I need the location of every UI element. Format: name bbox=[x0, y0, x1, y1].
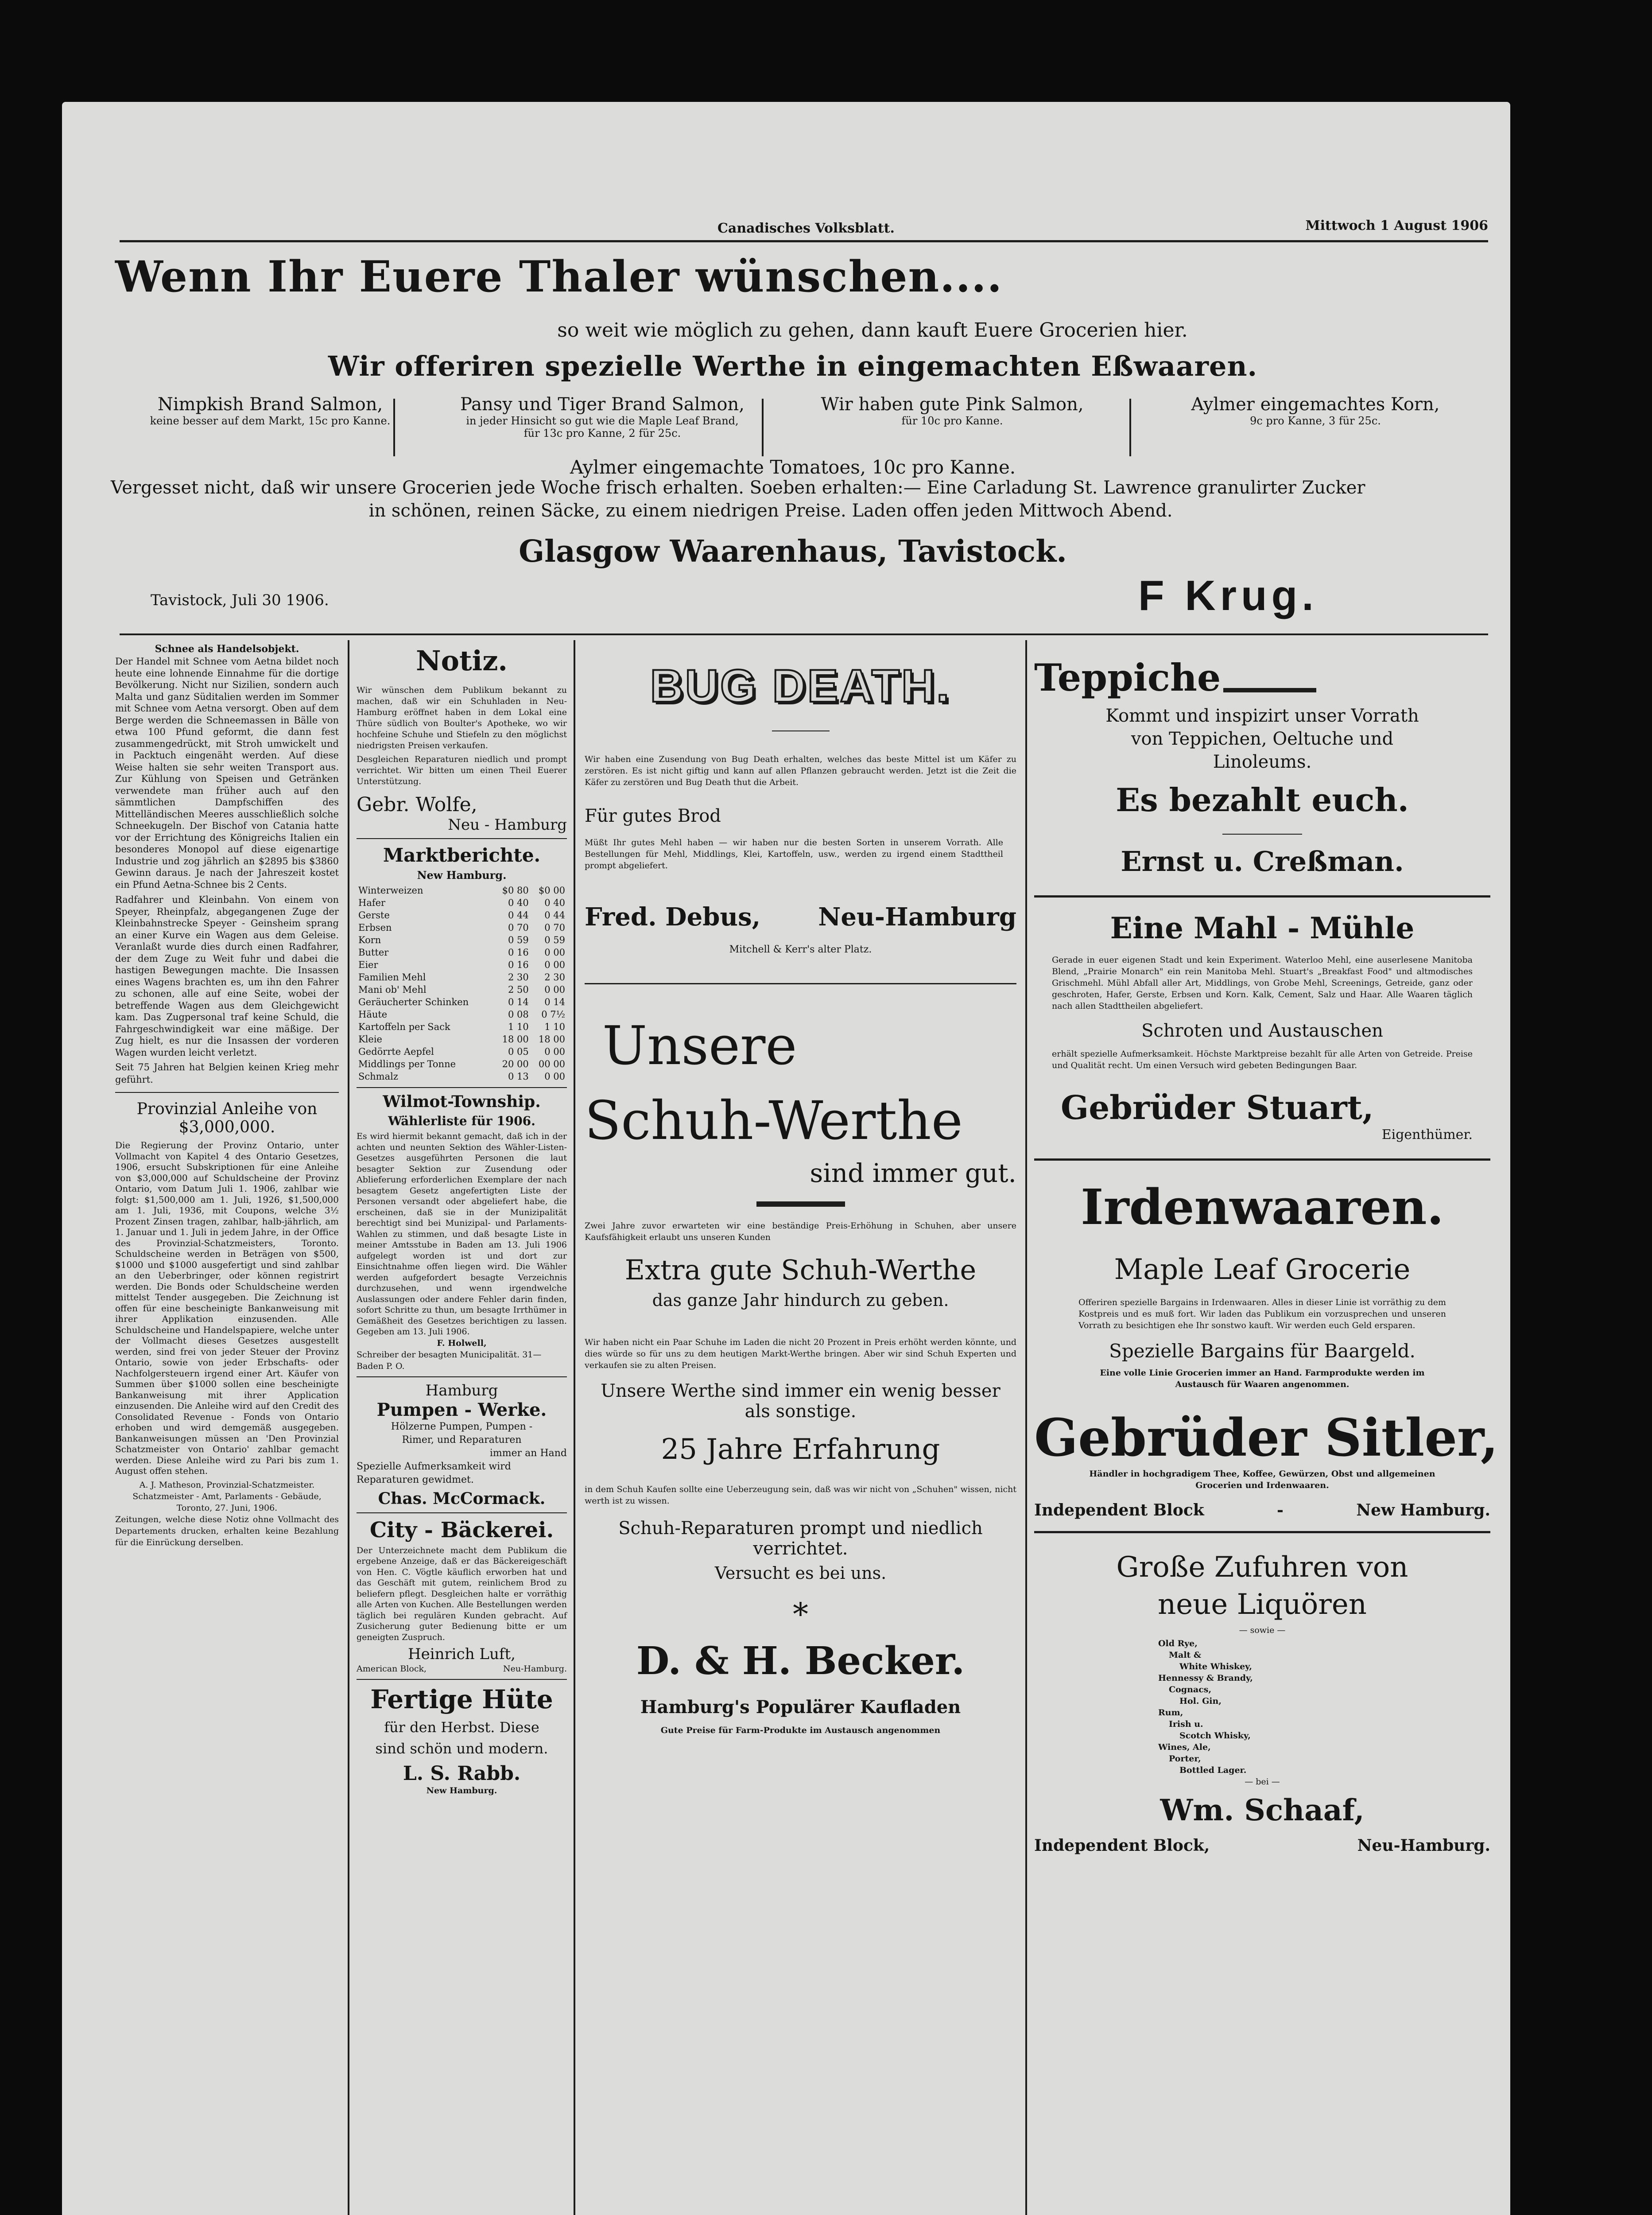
market-price-to: 0 00 bbox=[544, 1046, 565, 1057]
stuart-owner: Eigenthümer. bbox=[1381, 1127, 1473, 1142]
liquor-bei: — bei — bbox=[1245, 1777, 1280, 1787]
liquor-list bbox=[1158, 1638, 1490, 1776]
corn-item-detail: 9c pro Kanne, 3 für 25c. bbox=[1250, 415, 1381, 427]
item-divider bbox=[762, 399, 764, 456]
star-ornament: * bbox=[793, 1596, 808, 1632]
market-item: Schmalz bbox=[358, 1071, 398, 1082]
top-ad-subline: so weit wie möglich zu gehen, dann kauft Euere Grocerien hier. bbox=[557, 319, 1188, 342]
market-price-to: 1 10 bbox=[544, 1022, 565, 1032]
pump-title: Hamburg bbox=[425, 1381, 498, 1399]
salmon-item-detail: in jeder Hinsicht so gut wie die Maple Leaf Brand, für 13c pro Kanne, 2 für 25c. bbox=[466, 415, 739, 439]
liquor-item: Porter, bbox=[1169, 1754, 1201, 1764]
stuart-name: Gebrüder Stuart, bbox=[1061, 1089, 1374, 1127]
top-ad-line2: in schönen, reinen Säcke, zu einem niedrigen Preise. Laden offen jeden Mittwoch Abend. bbox=[368, 501, 1173, 521]
loan-note: Zeitungen, welche diese Notiz ohne Vollmacht des Departements drucken, erhalten keine Bezahlung für die Einrückung derselben. bbox=[115, 1514, 339, 1547]
earthenware-text: Offeriren spezielle Bargains in Irdenwaaren. Alles in dieser Linie ist vorräthig zu dem Kostpreis und es muß fort. Wir laden das Publikum ein vorzusprechen und unseren Vorrath zu besichtigen ehe Ihr sonstwo kauft. Wir werden euch Geld ersparen. bbox=[1078, 1298, 1446, 1330]
sitler-block: Independent Block bbox=[1034, 1501, 1204, 1519]
pump-list: Hölzerne Pumpen, Pumpen - Rimer, und Reparaturen bbox=[391, 1421, 533, 1446]
carpet-title: Teppiche bbox=[1034, 656, 1221, 699]
column-divider bbox=[574, 640, 575, 2215]
market-price-to: 0 14 bbox=[544, 997, 565, 1007]
market-price-to: 0 40 bbox=[544, 898, 565, 908]
city-location bbox=[357, 1663, 567, 1675]
city-title: City - Bäckerei. bbox=[369, 1517, 554, 1543]
bug-death-text: Wir haben eine Zusendung von Bug Death erhalten, welches das beste Mittel ist um Käfer zu zerstören. Es ist nicht giftig und kann auf allen Pflanzen gebraucht werden. Jetzt ist die Zeit die Käfer zu zerstören und Bug Death thut die Arbeit. bbox=[585, 754, 1016, 787]
newspaper-page bbox=[62, 102, 1510, 2215]
debus-location: Mitchell & Kerr's alter Platz. bbox=[729, 944, 872, 955]
bug-death-title: BUG DEATH. bbox=[650, 661, 951, 712]
liquor-item: Hol. Gin, bbox=[1179, 1696, 1222, 1706]
market-item: Häute bbox=[358, 1009, 388, 1020]
market-item: Mani ob' Mehl bbox=[358, 984, 427, 995]
liquor-sowie: — sowie — bbox=[1239, 1625, 1286, 1635]
loan-signature: A. J. Matheson, Provinzial-Schatzmeister. bbox=[139, 1480, 315, 1490]
market-item: Kleie bbox=[358, 1034, 382, 1045]
market-row bbox=[357, 1021, 567, 1033]
carpet-header bbox=[1034, 656, 1490, 699]
liquor-place: Neu-Hamburg. bbox=[1357, 1836, 1490, 1855]
hats-line: für den Herbst. Diese bbox=[384, 1719, 539, 1736]
market-item: Geräucherter Schinken bbox=[358, 997, 469, 1007]
market-row bbox=[357, 1033, 567, 1045]
market-row bbox=[357, 934, 567, 946]
market-price-from: 20 00 bbox=[502, 1059, 529, 1069]
pump-text: Spezielle Aufmerksamkeit wird Reparaturen gewidmet. bbox=[357, 1461, 511, 1485]
market-item: Middlings per Tonne bbox=[358, 1059, 456, 1069]
liquor-block: Independent Block, bbox=[1034, 1836, 1210, 1855]
wilmot-text: Es wird hiermit bekannt gemacht, daß ich in der achten und neunten Sektion des Wähler-Listen-Gesetzes ausgeführten Personen die laut besagter Sektion zur Zusendung oder Ablieferung erforderlichen Exemplare der nach besagtem Gesetz angefertigten Liste der Personen versandt oder abgeliefert habe, die erscheinen, daß sie in der Munizipalität berechtigt sind bei Munizipal- und Parlaments-Wahlen zu stimmen, und daß besagte Liste in meiner Amtsstube in Baden am 13. Juli 1906 aufgelegt worden ist und dort zur Einsichtnahme offen liegen wird. Die Wähler werden aufgefordert besagte Verzeichnis durchzusehen, und wenn irgendwelche Auslassungen oder andere Fehler darin finden, sofort Schritte zu thun, um besagte Irrthümer in Gemäßheit des Gesetzes berichtigen zu lassen. Gegeben am 13. Juli 1906. bbox=[357, 1131, 567, 1337]
carpet-signature: Ernst u. Creßman. bbox=[1121, 845, 1404, 878]
shoe-usual: als sonstige. bbox=[745, 1401, 857, 1422]
market-price-from: 2 50 bbox=[508, 984, 529, 995]
liquor-item: Old Rye, bbox=[1158, 1639, 1198, 1648]
market-row bbox=[357, 1008, 567, 1021]
liquor-item: Bottled Lager. bbox=[1179, 1765, 1247, 1775]
earthenware-note: Eine volle Linie Grocerien immer an Hand. Farmprodukte werden im Austausch für Waaren angenommen. bbox=[1100, 1368, 1425, 1389]
salmon-item-detail: keine besser auf dem Markt, 15c pro Kanne. bbox=[150, 415, 391, 427]
market-price-to: 0 00 bbox=[544, 960, 565, 970]
hats-location: New Hamburg. bbox=[426, 1786, 497, 1795]
loan-text: Die Regierung der Provinz Ontario, unter Vollmacht von Kapitel 4 des Ontario Gesetzes, 1906, ersucht Subskriptionen für eine Anleihe von $3,000,000 auf Schuldscheine der Provinz Ontario, vom Datum Juli 1. 1906, zahlbar wie folgt: $1,500,000 am 1. Juli, 1926, $1,500,000 am 1. Juli, 1936, mit Coupons, welche 3½ Prozent Zinsen tragen, zahlbar, halb-jährlich, am 1. Januar und 1. Juli in jedem Jahre, in der Office des Provinzial-Schatzmeisters, Toronto. Schuldscheine werden in Beträgen von $500, $1000 und $1000 ausgefertigt und sind zahlbar an den Ueberbringer, oder können registrirt werden. Die Bonds oder Schuldscheine werden mittelst Tender ausgegeben. Die Zeichnung ist offen für eine bescheinigte Bankanweisung mit ihrer Applikation einzusenden. Alle Schuldscheine und Handelspapiere, welche unter der Vollmacht dieses Gesetzes ausgestellt werden, sind frei von jeder Steuer der Provinz Ontario, sowie von jeder Erbschafts- oder Nachfolgersteuern irgend einer Art. Käufer von Summen über $1000 sollen eine bescheinigte Bankanweisung mit ihrer Application einzusenden. Die Anleihe wird auf den Credit des Consolidated Revenue - Fonds von Ontario erhoben und wird demgemäß ausgegeben. Bankanweisungen müssen an 'Den Provinzial Schatzmeister von Ontario' zahlbar gemacht werden. Diese Anleihe wird zu Pari bis zum 1. August offen stehen. bbox=[115, 1140, 339, 1476]
corn-item-title: Aylmer eingemachtes Korn, bbox=[1191, 394, 1440, 415]
salmon-item-3 bbox=[775, 394, 1129, 427]
market-price-from: 0 08 bbox=[508, 1009, 529, 1020]
market-row bbox=[357, 1058, 567, 1070]
store-name: Glasgow Waarenhaus, Tavistock. bbox=[519, 534, 1067, 569]
market-price-from: 2 30 bbox=[508, 972, 529, 983]
shoe-title-2: Schuh-Werthe bbox=[585, 1090, 963, 1152]
item-divider bbox=[1129, 399, 1131, 456]
sitler-name: Gebrüder Sitler, bbox=[1034, 1408, 1499, 1468]
mill-title: Eine Mahl - Mühle bbox=[1110, 911, 1415, 945]
sitler-text: Händler in hochgradigem Thee, Koffee, Gewürzen, Obst und allgemeinen Grocerien und Irdenwaaren. bbox=[1089, 1469, 1435, 1490]
earthenware-title: Irdenwaaren. bbox=[1081, 1178, 1444, 1236]
loan-title: Provinzial Anleihe von bbox=[136, 1100, 318, 1118]
article-title: Schnee als Handelsobjekt. bbox=[155, 643, 299, 655]
market-row bbox=[357, 884, 567, 897]
column-1 bbox=[115, 642, 339, 1548]
pump-title-2: Pumpen - Werke. bbox=[376, 1399, 547, 1420]
shoe-text: Wir haben nicht ein Paar Schuhe im Laden die nicht 20 Prozent in Preis erhöht werden könnte, und dies würde so für uns zu dem heutigen Markt-Werthe bringen. Aber wir sind Schuh Experten und verkaufen sie zu alten Preisen. bbox=[585, 1337, 1016, 1370]
shoe-repair: Schuh-Reparaturen prompt und niedlich verrichtet. bbox=[618, 1518, 983, 1559]
mill-text: erhält spezielle Aufmerksamkeit. Höchste Marktpreise bezahlt für alle Arten von Getreide. Preise und Qualität recht. Um einen Versuch wird gebeten Bedingungen Baar. bbox=[1052, 1049, 1473, 1070]
loan-amount: $3,000,000. bbox=[178, 1118, 275, 1136]
market-price-from: 18 00 bbox=[502, 1034, 529, 1045]
market-price-from: 0 44 bbox=[508, 910, 529, 921]
market-row bbox=[357, 996, 567, 1008]
becker-note: Gute Preise für Farm-Produkte im Austausch angenommen bbox=[660, 1725, 941, 1735]
hats-line: sind schön und modern. bbox=[375, 1740, 548, 1757]
market-row bbox=[357, 1045, 567, 1058]
liquor-title: Große Zufuhren von bbox=[1116, 1551, 1408, 1584]
loan-office: Schatzmeister - Amt, Parlaments - Gebäude, Toronto, 27. Juni, 1906. bbox=[132, 1491, 322, 1513]
market-item: Butter bbox=[358, 947, 389, 958]
salmon-item-title: Nimpkish Brand Salmon, bbox=[157, 394, 383, 415]
wilmot-signature: F. Holwell, bbox=[437, 1338, 487, 1348]
becker-subtitle: Hamburg's Populärer Kaufladen bbox=[640, 1697, 961, 1718]
market-price-to: 0 00 bbox=[544, 984, 565, 995]
market-row bbox=[357, 897, 567, 909]
corn-item bbox=[1138, 394, 1493, 427]
market-price-to: 0 44 bbox=[544, 910, 565, 921]
market-price-to: 0 00 bbox=[544, 947, 565, 958]
carpet-text: Kommt und inspizirt unser Vorrath bbox=[1105, 706, 1419, 726]
masthead-rule bbox=[120, 240, 1488, 242]
salmon-item-2 bbox=[425, 394, 779, 439]
top-ad-line1: Vergesset nicht, daß wir unsere Grocerien jede Woche frisch erhalten. Soeben erhalten:— Eine Carladung St. Lawrence granulirter Zucker bbox=[111, 478, 1365, 498]
liquor-item: Wines, Ale, bbox=[1158, 1742, 1211, 1752]
debus-place: Neu-Hamburg bbox=[818, 902, 1016, 932]
article-text: Seit 75 Jahren hat Belgien keinen Krieg mehr geführt. bbox=[115, 1062, 339, 1085]
article-text: Radfahrer und Kleinbahn. Von einem von Speyer, Rheinpfalz, abgegangenen Zuge der Kleinbahnstrecke Speyer - Geinsheim sprang an einer Kurve ein Wagen aus dem Geleise. Veranlaßt wurde dies durch einen Radfahrer, der dem Zuge zu Weit fuhr und dabei die hastigen Bewegungen machte. Die Insassen eines Wagens brachten es, um ihn den Fahrer zu schonen, alle auf eine Seite, wobei der betreffende Wagen aus dem Gleichgewicht kam. Das Zugpersonal traf keine Schuld, die Fahrgeschwindigkeit war eine mäßige. Der Zug hielt, es nur die Insassen der vorderen Wagen wurden leicht verletzt. bbox=[115, 894, 339, 1058]
sitler-place: New Hamburg. bbox=[1356, 1501, 1490, 1519]
market-price-from: 0 70 bbox=[508, 922, 529, 933]
carpet-pay: Es bezahlt euch. bbox=[1116, 781, 1409, 819]
top-ad-headline: Wenn Ihr Euere Thaler wünschen.... bbox=[115, 252, 1003, 302]
market-item: Erbsen bbox=[358, 922, 392, 933]
market-price-to: $0 00 bbox=[538, 885, 565, 896]
market-table bbox=[357, 884, 567, 1083]
notiz-title: Notiz. bbox=[415, 645, 508, 677]
carpet-text: Linoleums. bbox=[1213, 752, 1312, 772]
market-price-from: 0 14 bbox=[508, 997, 529, 1007]
market-price-from: $0 80 bbox=[502, 885, 529, 896]
top-ad-dateline: Tavistock, Juli 30 1906. bbox=[151, 591, 329, 609]
market-price-from: 0 13 bbox=[508, 1071, 529, 1082]
market-item: Gedörrte Aepfel bbox=[358, 1046, 434, 1057]
market-row bbox=[357, 983, 567, 996]
shoe-extra: Extra gute Schuh-Werthe bbox=[624, 1254, 977, 1286]
carpet-rule bbox=[1223, 688, 1316, 692]
becker-name: D. & H. Becker. bbox=[636, 1639, 965, 1683]
salmon-item-1 bbox=[106, 394, 434, 427]
debus-header bbox=[585, 902, 1016, 932]
market-price-from: 0 05 bbox=[508, 1046, 529, 1057]
signature-f-krug: F Krug. bbox=[1138, 572, 1318, 619]
maple-leaf-grocery: Maple Leaf Grocerie bbox=[1114, 1253, 1411, 1286]
wilmot-signature-title: Schreiber der besagten Municipalität. 31— Baden P. O. bbox=[357, 1349, 542, 1371]
notiz-place: Neu - Hamburg bbox=[448, 816, 567, 834]
item-divider bbox=[393, 399, 395, 456]
liquor-item: Hennessy & Brandy, bbox=[1158, 1673, 1253, 1683]
city-block: American Block, bbox=[357, 1664, 427, 1674]
liquor-title-2: neue Liquören bbox=[1158, 1588, 1367, 1621]
market-row bbox=[357, 909, 567, 921]
city-signature: Heinrich Luft, bbox=[408, 1645, 516, 1663]
market-price-from: 0 40 bbox=[508, 898, 529, 908]
salmon-item-detail: für 10c pro Kanne. bbox=[901, 415, 1003, 427]
hats-signature: L. S. Rabb. bbox=[403, 1762, 521, 1785]
market-price-from: 0 16 bbox=[508, 947, 529, 958]
liquor-item: White Whiskey, bbox=[1179, 1662, 1253, 1671]
brod-text: Müßt Ihr gutes Mehl haben — wir haben nur die besten Sorten in unserem Vorrath. Alle Bestellungen für Mehl, Middlings, Klei, Kartoffeln, usw., werden zu irgend einem Stadttheil prompt abgeliefert. bbox=[585, 838, 1003, 870]
sitler-address bbox=[1034, 1501, 1490, 1519]
wilmot-title: Wilmot-Township. bbox=[383, 1092, 541, 1111]
column-divider bbox=[1025, 640, 1027, 2215]
notiz-text: Wir wünschen dem Publikum bekannt zu machen, daß wir ein Schuhladen in Neu-Hamburg eröffnet haben in dem Lokal eine Thüre südlich von Boulter's Apotheke, wo wir hochfeine Schuhe und Stiefeln zu den möglichst niedrigsten Preisen verkaufen. bbox=[357, 685, 567, 750]
shoe-text: in dem Schuh Kaufen sollte eine Ueberzeugung sein, daß was wir nicht von „Schuhen" wissen, nicht werth ist zu wissen. bbox=[585, 1484, 1016, 1506]
liquor-item: Scotch Whisky, bbox=[1179, 1731, 1251, 1741]
mill-text: Gerade in euer eigenen Stadt und kein Experiment. Waterloo Mehl, eine auserlesene Manitoba Blend, „Prairie Monarch" ein rein Manitoba Mehl. Stuart's „Breakfast Food" und altmodisches Grischmehl. Mühl Abfall aller Art, Middlings, von Grobe Mehl, Screenings, Getreide, ganz oder geschroten, Hafer, Gerste, Erbsen und Korn. Kalk, Cement, Salz und Haar. Alle Waaren täglich nach allen Stadttheilen abgeliefert. bbox=[1052, 955, 1473, 1011]
liquor-signature: Wm. Schaaf, bbox=[1160, 1793, 1365, 1827]
column-2 bbox=[357, 645, 567, 1796]
shoe-title-1: Unsere bbox=[602, 1015, 797, 1077]
hats-title: Fertige Hüte bbox=[370, 1684, 553, 1714]
market-price-to: 0 7½ bbox=[541, 1009, 565, 1020]
brod-title: Für gutes Brod bbox=[585, 806, 721, 826]
shoe-text: Zwei Jahre zuvor erwarteten wir eine beständige Preis-Erhöhung in Schuhen, aber unsere Kaufsfähigkeit erlaubt uns unseren Kunden bbox=[585, 1221, 1016, 1242]
wilmot-subtitle: Wählerliste für 1906. bbox=[388, 1114, 535, 1128]
salmon-item-title: Wir haben gute Pink Salmon, bbox=[821, 394, 1084, 415]
column-4 bbox=[1034, 656, 1499, 1855]
top-ad-rule bbox=[120, 633, 1488, 635]
market-price-to: 18 00 bbox=[538, 1034, 565, 1045]
market-row bbox=[357, 971, 567, 983]
city-text: Der Unterzeichnete macht dem Publikum die ergebene Anzeige, daß er das Bäckereigeschäft von Hen. C. Vögtle käuflich erworben hat und das Geschäft mit gutem, reinlichem Brod zu beliefern pflegt. Desgleichen halte er vorräthig alle Arten von Kuchen. Alle Bestellungen werden täglich bei regulären Kunden gebracht. Auf Zusicherung guter Bedienung bitte er um geneigten Zuspruch. bbox=[357, 1545, 567, 1642]
tomatoes-line: Aylmer eingemachte Tomatoes, 10c pro Kanne. bbox=[570, 456, 1016, 478]
shoe-year: das ganze Jahr hindurch zu geben. bbox=[652, 1290, 949, 1310]
liquor-address bbox=[1034, 1836, 1490, 1855]
market-price-from: 1 10 bbox=[508, 1022, 529, 1032]
top-ad-offer: Wir offeriren spezielle Werthe in eingemachten Eßwaaren. bbox=[328, 350, 1258, 382]
market-price-to: 0 70 bbox=[544, 922, 565, 933]
market-row bbox=[357, 946, 567, 959]
market-price-to: 0 59 bbox=[544, 935, 565, 945]
shoe-title-3: sind immer gut. bbox=[810, 1158, 1016, 1188]
market-item: Familien Mehl bbox=[358, 972, 426, 983]
market-price-from: 0 59 bbox=[508, 935, 529, 945]
issue-date: Mittwoch 1 August 1906 bbox=[1305, 218, 1488, 233]
market-item: Kartoffeln per Sack bbox=[358, 1022, 450, 1032]
shoe-25-years: 25 Jahre Erfahrung bbox=[661, 1433, 940, 1466]
liquor-item: Irish u. bbox=[1169, 1719, 1203, 1729]
column-3 bbox=[585, 660, 1016, 1736]
market-price-from: 0 16 bbox=[508, 960, 529, 970]
market-row bbox=[357, 1070, 567, 1083]
pump-location: immer an Hand bbox=[489, 1447, 567, 1459]
notiz-text: Desgleichen Reparaturen niedlich und prompt verrichtet. Wir bitten um einen Theil Euerer Unterstützung. bbox=[357, 754, 567, 786]
liquor-item: Rum, bbox=[1158, 1708, 1183, 1718]
market-item: Gerste bbox=[358, 910, 390, 921]
market-item: Eier bbox=[358, 960, 378, 970]
pump-signature: Chas. McCormack. bbox=[378, 1489, 546, 1508]
market-item: Winterweizen bbox=[358, 885, 423, 896]
market-row bbox=[357, 959, 567, 971]
debus-name: Fred. Debus, bbox=[585, 902, 761, 932]
shoe-better: Unsere Werthe sind immer ein wenig besser bbox=[601, 1381, 1001, 1401]
market-item: Hafer bbox=[358, 898, 386, 908]
article-text: Der Handel mit Schnee vom Aetna bildet noch heute eine lohnende Einnahme für die dortige Bevölkerung. Nicht nur Sizilien, sondern auch Malta und ganz Süditalien werden im Sommer mit Schnee vom Aetna versorgt. Oben auf dem Berge werden die Schneemassen in Bälle von etwa 100 Pfund geformt, die dann fest zusammengedrückt, mit Stroh umwickelt und in Packtuch eingenäht werden. Auf diese Weise halten sie sehr weiten Transport aus. Zur Kühlung von Speisen und Getränken verwendete man früher auch auf den sämmtlichen Dampfschiffen des Mittelländischen Meeres ausschließlich solche Schneekugeln. Der Bischof von Catania hatte vor der Errichtung des Königreichs Italien ein besonderes Monopol auf diese eigenartige Industrie und zog jährlich an $2895 bis $3860 Gewinn daraus. Je nach der Jahreszeit kostet ein Pfund Aetna-Schnee bis 2 Cents. bbox=[115, 656, 339, 890]
market-title: Marktberichte. bbox=[383, 844, 541, 866]
market-row bbox=[357, 921, 567, 934]
notiz-signature: Gebr. Wolfe, bbox=[357, 793, 477, 816]
sitler-dash: - bbox=[1276, 1501, 1284, 1519]
market-item: Korn bbox=[358, 935, 381, 945]
market-price-to: 0 00 bbox=[544, 1071, 565, 1082]
market-price-to: 00 00 bbox=[538, 1059, 565, 1069]
market-city: New Hamburg. bbox=[417, 869, 507, 882]
shoe-try: Versucht es bei uns. bbox=[714, 1563, 887, 1583]
earthenware-cash: Spezielle Bargains für Baargeld. bbox=[1109, 1340, 1415, 1362]
market-price-to: 2 30 bbox=[544, 972, 565, 983]
salmon-item-title: Pansy und Tiger Brand Salmon, bbox=[460, 394, 745, 415]
mill-subtitle: Schroten und Austauschen bbox=[1141, 1021, 1383, 1041]
paper-name: Canadisches Volksblatt. bbox=[717, 221, 895, 236]
liquor-item: Malt & bbox=[1169, 1650, 1202, 1660]
column-divider bbox=[348, 640, 349, 2215]
city-town: Neu-Hamburg. bbox=[503, 1664, 567, 1674]
carpet-text: von Teppichen, Oeltuche und bbox=[1131, 729, 1394, 749]
liquor-item: Cognacs, bbox=[1169, 1685, 1212, 1694]
